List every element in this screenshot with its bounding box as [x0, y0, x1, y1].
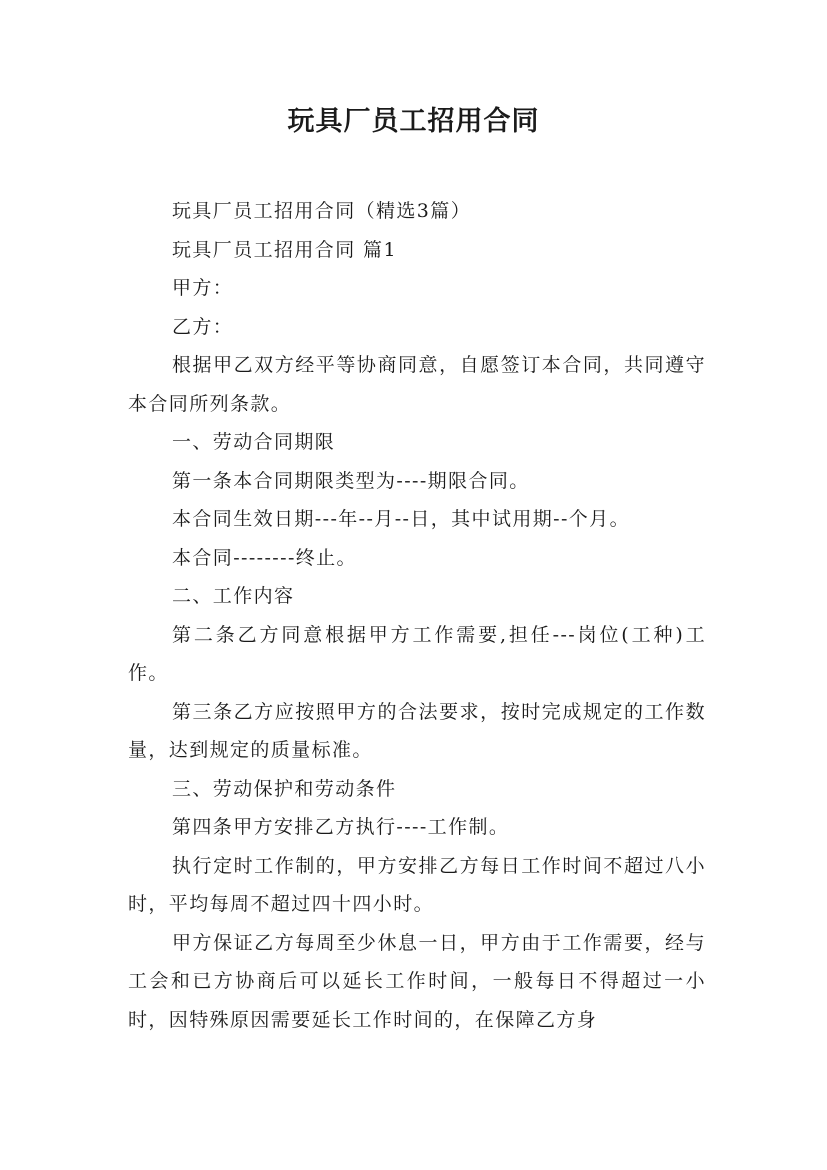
paragraph-party-b: 乙方：	[172, 315, 234, 338]
paragraph-article-4: 第四条甲方安排乙方执行----工作制。	[172, 816, 510, 838]
document-body	[128, 192, 706, 1039]
paragraph-article-1: 第一条本合同期限类型为----期限合同。	[172, 469, 530, 492]
paragraph-preamble: 根据甲乙双方经平等协商同意，自愿签订本合同，共同遵守本合同所列条款。	[128, 354, 706, 415]
paragraph-effective-date: 本合同生效日期---年--月--日，其中试用期--个月。	[172, 508, 630, 530]
document-title: 玩具厂员工招用合同	[287, 106, 540, 137]
heading-work-content: 二、工作内容	[172, 585, 295, 607]
paragraph-termination: 本合同--------终止。	[172, 546, 357, 569]
paragraph-article-3: 第三条乙方应按照甲方的合法要求，按时完成规定的工作数量，达到规定的质量标准。	[128, 700, 706, 761]
paragraph-party-a: 甲方：	[172, 277, 234, 299]
heading-labor-protection: 三、劳动保护和劳动条件	[172, 777, 397, 800]
paragraph-subtitle: 玩具厂员工招用合同（精选3篇）	[172, 200, 472, 222]
paragraph-rest-days: 甲方保证乙方每周至少休息一日，甲方由于工作需要，经与工会和已方协商后可以延长工作时间，一般每日不得超过一小时，因特殊原因需要延长工作时间的，在保障乙方身	[128, 931, 706, 1031]
paragraph-article-2: 第二条乙方同意根据甲方工作需要,担任---岗位(工种)工作。	[128, 623, 706, 684]
paragraph-working-hours: 执行定时工作制的，甲方安排乙方每日工作时间不超过八小时，平均每周不超过四十四小时。	[128, 854, 706, 915]
heading-contract-term: 一、劳动合同期限	[172, 431, 336, 453]
paragraph-section-heading: 玩具厂员工招用合同 篇1	[172, 238, 397, 261]
